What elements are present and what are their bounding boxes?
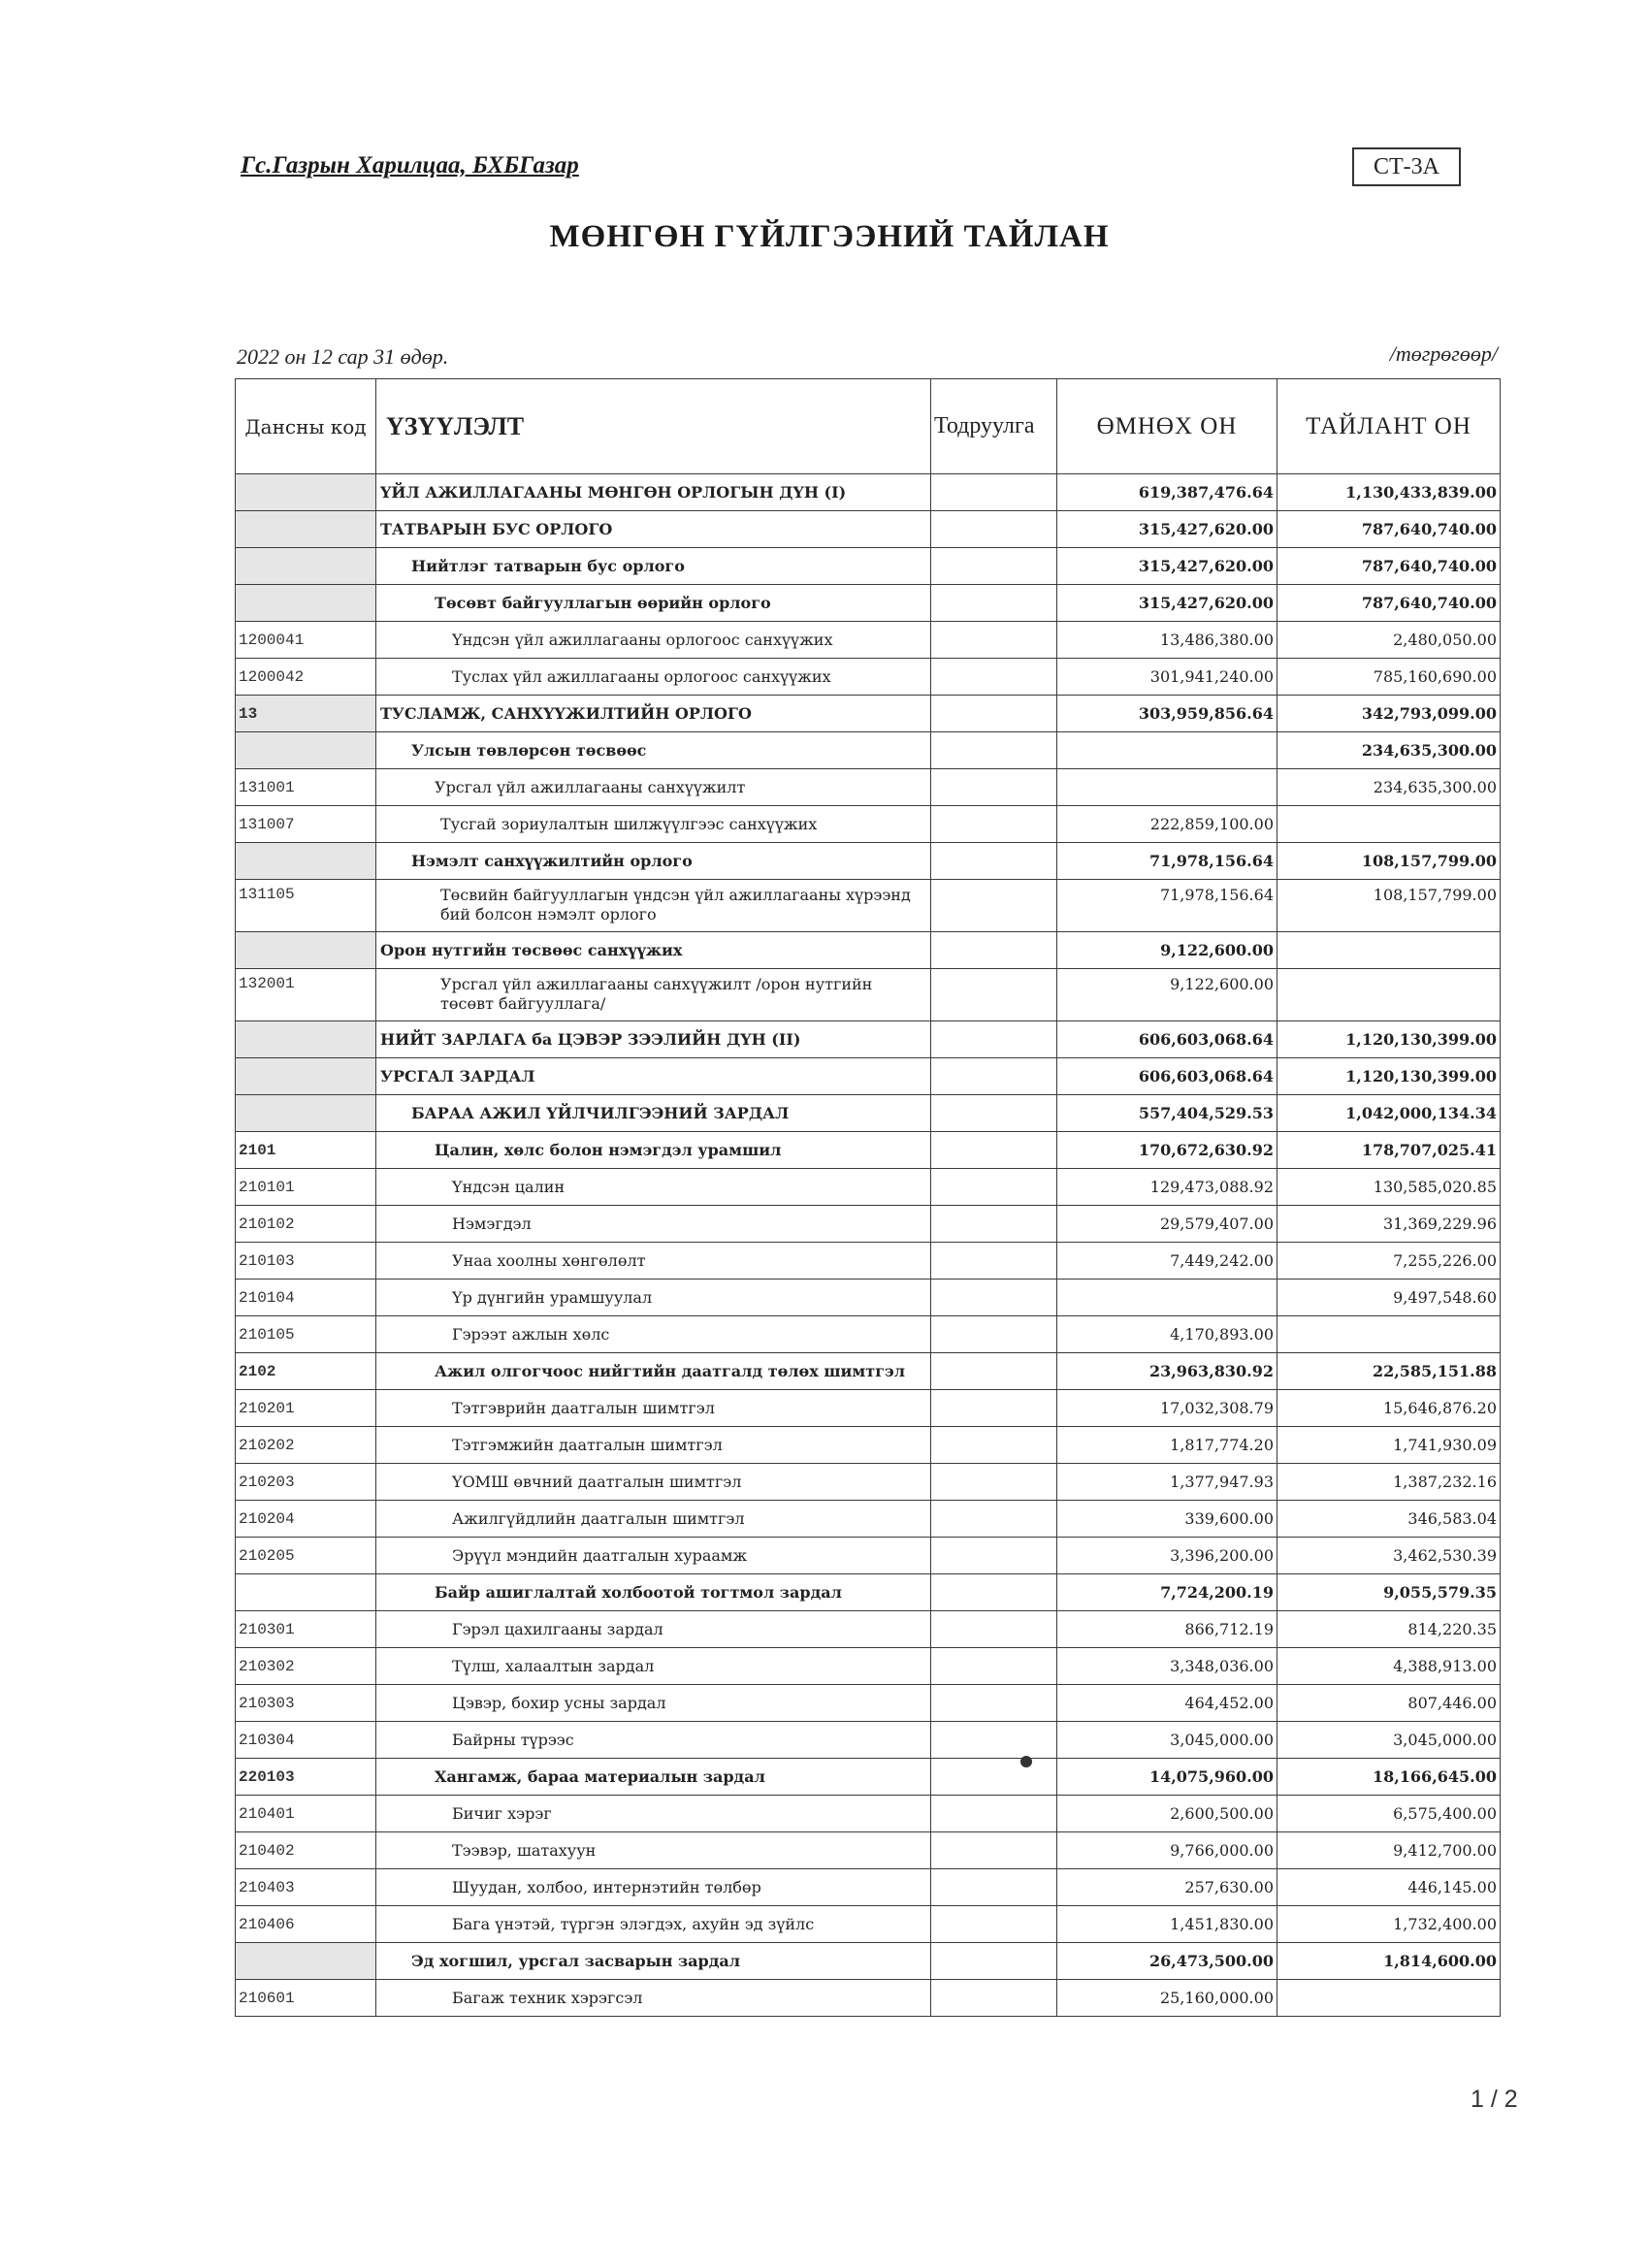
row-label: Үр дүнгийн урамшуулал	[376, 1280, 931, 1316]
note-cell	[931, 1611, 1057, 1648]
account-code: 210105	[236, 1316, 376, 1353]
current-year-value: 9,497,548.60	[1277, 1280, 1501, 1316]
current-year-value: 9,412,700.00	[1277, 1832, 1501, 1869]
table-row	[236, 1759, 1501, 1796]
row-label: Орон нутгийн төсвөөс санхүүжих	[376, 932, 931, 969]
table-row	[236, 1722, 1501, 1759]
current-year-value: 787,640,740.00	[1277, 511, 1501, 548]
account-code: 131105	[236, 880, 376, 932]
account-code: 210205	[236, 1538, 376, 1574]
account-code: 210203	[236, 1464, 376, 1501]
cash-flow-table	[235, 378, 1501, 2017]
row-label: Туслах үйл ажиллагааны орлогоос санхүүжих	[376, 659, 931, 696]
account-code	[236, 1021, 376, 1058]
table-row	[236, 1243, 1501, 1280]
note-cell	[931, 1427, 1057, 1464]
note-cell	[931, 1464, 1057, 1501]
note-cell	[931, 659, 1057, 696]
current-year-value: 1,732,400.00	[1277, 1906, 1501, 1943]
account-code: 2102	[236, 1353, 376, 1390]
account-code: 210601	[236, 1980, 376, 2017]
note-cell	[931, 585, 1057, 622]
row-label: УРСГАЛ ЗАРДАЛ	[376, 1058, 931, 1095]
account-code: 1200041	[236, 622, 376, 659]
row-label: Нийтлэг татварын бус орлого	[376, 548, 931, 585]
row-label: БАРАА АЖИЛ ҮЙЛЧИЛГЭЭНИЙ ЗАРДАЛ	[376, 1095, 931, 1132]
prev-year-value: 170,672,630.92	[1057, 1132, 1277, 1169]
prev-year-value: 606,603,068.64	[1057, 1058, 1277, 1095]
note-cell	[931, 622, 1057, 659]
currency-unit: /төгрөгөөр/	[1389, 341, 1498, 366]
current-year-value	[1277, 932, 1501, 969]
row-label: Гэрэл цахилгааны зардал	[376, 1611, 931, 1648]
note-cell	[931, 1316, 1057, 1353]
table-row	[236, 1353, 1501, 1390]
row-label: Бичиг хэрэг	[376, 1796, 931, 1832]
prev-year-value: 3,396,200.00	[1057, 1538, 1277, 1574]
row-label: Түлш, халаалтын зардал	[376, 1648, 931, 1685]
current-year-value: 446,145.00	[1277, 1869, 1501, 1906]
table-row	[236, 622, 1501, 659]
current-year-value: 342,793,099.00	[1277, 696, 1501, 732]
note-cell	[931, 1095, 1057, 1132]
row-label: Гэрээт ажлын хөлс	[376, 1316, 931, 1353]
row-label: Нэмэлт санхүүжилтийн орлого	[376, 843, 931, 880]
note-cell	[931, 1906, 1057, 1943]
note-cell	[931, 769, 1057, 806]
account-code	[236, 1095, 376, 1132]
table-row	[236, 932, 1501, 969]
account-code: 210104	[236, 1280, 376, 1316]
row-label: Нэмэгдэл	[376, 1206, 931, 1243]
account-code: 210204	[236, 1501, 376, 1538]
note-cell	[931, 511, 1057, 548]
account-code	[236, 474, 376, 511]
row-label: Тусгай зориулалтын шилжүүлгээс санхүүжих	[376, 806, 931, 843]
note-cell	[931, 1501, 1057, 1538]
account-code: 210403	[236, 1869, 376, 1906]
current-year-value: 787,640,740.00	[1277, 585, 1501, 622]
note-cell	[931, 1759, 1057, 1796]
table-row	[236, 511, 1501, 548]
table-row	[236, 1943, 1501, 1980]
row-label: Шуудан, холбоо, интернэтийн төлбөр	[376, 1869, 931, 1906]
row-label: ҮЙЛ АЖИЛЛАГААНЫ МӨНГӨН ОРЛОГЫН ДҮН (I)	[376, 474, 931, 511]
table-row	[236, 696, 1501, 732]
organization-name: Гс.Газрын Харилцаа, БХБГазар	[241, 152, 579, 178]
current-year-value: 234,635,300.00	[1277, 769, 1501, 806]
row-label: ТУСЛАМЖ, САНХҮҮЖИЛТИЙН ОРЛОГО	[376, 696, 931, 732]
table-row	[236, 1316, 1501, 1353]
current-year-value: 807,446.00	[1277, 1685, 1501, 1722]
note-cell	[931, 1058, 1057, 1095]
note-cell	[931, 969, 1057, 1021]
account-code: 210406	[236, 1906, 376, 1943]
row-label: ТАТВАРЫН БУС ОРЛОГО	[376, 511, 931, 548]
table-row	[236, 1095, 1501, 1132]
prev-year-value: 315,427,620.00	[1057, 548, 1277, 585]
current-year-value	[1277, 1980, 1501, 2017]
table-row	[236, 1390, 1501, 1427]
row-label: Ажил олгогчоос нийгтийн даатгалд төлөх шимтгэл	[376, 1353, 931, 1390]
column-header-prev-year: ӨМНӨХ ОН	[1057, 379, 1277, 474]
current-year-value: 234,635,300.00	[1277, 732, 1501, 769]
note-cell	[931, 696, 1057, 732]
note-cell	[931, 843, 1057, 880]
note-cell	[931, 1132, 1057, 1169]
row-label: Цалин, хөлс болон нэмэгдэл урамшил	[376, 1132, 931, 1169]
account-code: 210303	[236, 1685, 376, 1722]
row-label: Тэтгэврийн даатгалын шимтгэл	[376, 1390, 931, 1427]
table-row	[236, 1427, 1501, 1464]
table-row	[236, 1538, 1501, 1574]
note-cell	[931, 1648, 1057, 1685]
current-year-value: 2,480,050.00	[1277, 622, 1501, 659]
account-code	[236, 1058, 376, 1095]
prev-year-value: 1,451,830.00	[1057, 1906, 1277, 1943]
row-label: Ажилгүйдлийн даатгалын шимтгэл	[376, 1501, 931, 1538]
prev-year-value: 13,486,380.00	[1057, 622, 1277, 659]
prev-year-value: 17,032,308.79	[1057, 1390, 1277, 1427]
note-cell	[931, 548, 1057, 585]
row-label: Цэвэр, бохир усны зардал	[376, 1685, 931, 1722]
current-year-value: 785,160,690.00	[1277, 659, 1501, 696]
row-label: Эрүүл мэндийн даатгалын хураамж	[376, 1538, 931, 1574]
current-year-value: 3,045,000.00	[1277, 1722, 1501, 1759]
row-label: Эд хогшил, урсгал засварын зардал	[376, 1943, 931, 1980]
row-label: Байрны түрээс	[376, 1722, 931, 1759]
column-header-current-year: ТАЙЛАНТ ОН	[1277, 379, 1501, 474]
current-year-value: 1,130,433,839.00	[1277, 474, 1501, 511]
account-code: 13	[236, 696, 376, 732]
table-row	[236, 1685, 1501, 1722]
table-row	[236, 585, 1501, 622]
table-row	[236, 1574, 1501, 1611]
note-cell	[931, 1869, 1057, 1906]
account-code: 132001	[236, 969, 376, 1021]
prev-year-value: 9,766,000.00	[1057, 1832, 1277, 1869]
prev-year-value: 4,170,893.00	[1057, 1316, 1277, 1353]
prev-year-value: 315,427,620.00	[1057, 585, 1277, 622]
account-code	[236, 1574, 376, 1611]
account-code	[236, 932, 376, 969]
prev-year-value: 9,122,600.00	[1057, 969, 1277, 1021]
table-row	[236, 1501, 1501, 1538]
prev-year-value: 1,377,947.93	[1057, 1464, 1277, 1501]
row-label: Төсвийн байгууллагын үндсэн үйл ажиллагааны хүрээнд бий болсон нэмэлт орлого	[376, 880, 931, 932]
account-code: 210302	[236, 1648, 376, 1685]
account-code: 210101	[236, 1169, 376, 1206]
prev-year-value	[1057, 769, 1277, 806]
prev-year-value: 464,452.00	[1057, 1685, 1277, 1722]
row-label: Байр ашиглалтай холбоотой тогтмол зардал	[376, 1574, 931, 1611]
current-year-value: 178,707,025.41	[1277, 1132, 1501, 1169]
row-label: Улсын төвлөрсөн төсвөөс	[376, 732, 931, 769]
row-label: Багаж техник хэрэгсэл	[376, 1980, 931, 2017]
current-year-value	[1277, 1316, 1501, 1353]
prev-year-value: 29,579,407.00	[1057, 1206, 1277, 1243]
account-code: 210301	[236, 1611, 376, 1648]
prev-year-value: 23,963,830.92	[1057, 1353, 1277, 1390]
column-header-code: Дансны код	[236, 379, 376, 474]
account-code	[236, 1943, 376, 1980]
row-label: Урсгал үйл ажиллагааны санхүүжилт /орон нутгийн төсөвт байгууллага/	[376, 969, 931, 1021]
table-row	[236, 969, 1501, 1021]
note-cell	[931, 1021, 1057, 1058]
current-year-value: 346,583.04	[1277, 1501, 1501, 1538]
note-cell	[931, 1980, 1057, 2017]
prev-year-value: 866,712.19	[1057, 1611, 1277, 1648]
prev-year-value: 557,404,529.53	[1057, 1095, 1277, 1132]
prev-year-value: 3,348,036.00	[1057, 1648, 1277, 1685]
prev-year-value: 26,473,500.00	[1057, 1943, 1277, 1980]
table-row	[236, 1464, 1501, 1501]
current-year-value	[1277, 806, 1501, 843]
table-row	[236, 1980, 1501, 2017]
column-header-name: ҮЗҮҮЛЭЛТ	[376, 379, 931, 474]
table-row	[236, 1280, 1501, 1316]
account-code: 210201	[236, 1390, 376, 1427]
account-code	[236, 585, 376, 622]
note-cell	[931, 1169, 1057, 1206]
account-code	[236, 548, 376, 585]
current-year-value: 31,369,229.96	[1277, 1206, 1501, 1243]
table-row	[236, 1611, 1501, 1648]
row-label: Унаа хоолны хөнгөлөлт	[376, 1243, 931, 1280]
table-row	[236, 1169, 1501, 1206]
prev-year-value: 257,630.00	[1057, 1869, 1277, 1906]
prev-year-value: 7,724,200.19	[1057, 1574, 1277, 1611]
current-year-value: 1,814,600.00	[1277, 1943, 1501, 1980]
note-cell	[931, 880, 1057, 932]
note-cell	[931, 1574, 1057, 1611]
table-row	[236, 1796, 1501, 1832]
prev-year-value: 71,978,156.64	[1057, 880, 1277, 932]
account-code: 1200042	[236, 659, 376, 696]
account-code: 210402	[236, 1832, 376, 1869]
table-row	[236, 806, 1501, 843]
table-row	[236, 1206, 1501, 1243]
note-cell	[931, 1353, 1057, 1390]
current-year-value: 814,220.35	[1277, 1611, 1501, 1648]
current-year-value: 4,388,913.00	[1277, 1648, 1501, 1685]
table-row	[236, 1021, 1501, 1058]
note-cell	[931, 1206, 1057, 1243]
account-code	[236, 732, 376, 769]
current-year-value: 1,741,930.09	[1277, 1427, 1501, 1464]
prev-year-value: 619,387,476.64	[1057, 474, 1277, 511]
note-cell	[931, 1832, 1057, 1869]
prev-year-value: 14,075,960.00	[1057, 1759, 1277, 1796]
prev-year-value: 303,959,856.64	[1057, 696, 1277, 732]
table-row	[236, 1132, 1501, 1169]
account-code: 210102	[236, 1206, 376, 1243]
current-year-value: 787,640,740.00	[1277, 548, 1501, 585]
row-label: Урсгал үйл ажиллагааны санхүүжилт	[376, 769, 931, 806]
row-label: Хангамж, бараа материалын зардал	[376, 1759, 931, 1796]
table-row	[236, 1832, 1501, 1869]
table-row	[236, 659, 1501, 696]
account-code: 210401	[236, 1796, 376, 1832]
current-year-value	[1277, 969, 1501, 1021]
prev-year-value	[1057, 732, 1277, 769]
row-label: Үндсэн үйл ажиллагааны орлогоос санхүүжих	[376, 622, 931, 659]
note-cell	[931, 1796, 1057, 1832]
account-code	[236, 843, 376, 880]
current-year-value: 15,646,876.20	[1277, 1390, 1501, 1427]
current-year-value: 1,120,130,399.00	[1277, 1058, 1501, 1095]
note-cell	[931, 474, 1057, 511]
account-code: 210103	[236, 1243, 376, 1280]
current-year-value: 1,120,130,399.00	[1277, 1021, 1501, 1058]
table-row	[236, 1058, 1501, 1095]
prev-year-value: 129,473,088.92	[1057, 1169, 1277, 1206]
current-year-value: 108,157,799.00	[1277, 880, 1501, 932]
current-year-value: 108,157,799.00	[1277, 843, 1501, 880]
note-cell	[931, 1280, 1057, 1316]
current-year-value: 7,255,226.00	[1277, 1243, 1501, 1280]
note-cell	[931, 732, 1057, 769]
prev-year-value: 2,600,500.00	[1057, 1796, 1277, 1832]
prev-year-value: 7,449,242.00	[1057, 1243, 1277, 1280]
account-code: 2101	[236, 1132, 376, 1169]
prev-year-value: 3,045,000.00	[1057, 1722, 1277, 1759]
prev-year-value: 606,603,068.64	[1057, 1021, 1277, 1058]
prev-year-value: 315,427,620.00	[1057, 511, 1277, 548]
current-year-value: 9,055,579.35	[1277, 1574, 1501, 1611]
note-cell	[931, 932, 1057, 969]
note-cell	[931, 1390, 1057, 1427]
account-code	[236, 511, 376, 548]
note-cell	[931, 1943, 1057, 1980]
column-header-note: Тодруулга	[931, 379, 1057, 474]
prev-year-value: 301,941,240.00	[1057, 659, 1277, 696]
row-label: Бага үнэтэй, түргэн элэгдэх, ахуйн эд зүйлс	[376, 1906, 931, 1943]
prev-year-value: 1,817,774.20	[1057, 1427, 1277, 1464]
prev-year-value: 25,160,000.00	[1057, 1980, 1277, 2017]
row-label: Үндсэн цалин	[376, 1169, 931, 1206]
prev-year-value: 222,859,100.00	[1057, 806, 1277, 843]
report-title: МӨНГӨН ГҮЙЛГЭЭНИЙ ТАЙЛАН	[549, 219, 1110, 254]
account-code: 131007	[236, 806, 376, 843]
table-row	[236, 769, 1501, 806]
table-row	[236, 843, 1501, 880]
table-row	[236, 732, 1501, 769]
note-cell	[931, 1538, 1057, 1574]
table-row	[236, 880, 1501, 932]
prev-year-value: 71,978,156.64	[1057, 843, 1277, 880]
account-code: 131001	[236, 769, 376, 806]
prev-year-value: 339,600.00	[1057, 1501, 1277, 1538]
table-row	[236, 1648, 1501, 1685]
note-cell	[931, 1243, 1057, 1280]
current-year-value: 1,042,000,134.34	[1277, 1095, 1501, 1132]
current-year-value: 22,585,151.88	[1277, 1353, 1501, 1390]
form-code-box: СТ-3А	[1352, 147, 1461, 186]
row-label: Төсөвт байгууллагын өөрийн орлого	[376, 585, 931, 622]
report-date: 2022 он 12 сар 31 өдөр.	[237, 344, 449, 369]
account-code: 220103	[236, 1759, 376, 1796]
ink-dot	[1020, 1756, 1032, 1767]
note-cell	[931, 806, 1057, 843]
prev-year-value	[1057, 1280, 1277, 1316]
prev-year-value: 9,122,600.00	[1057, 932, 1277, 969]
table-row	[236, 1906, 1501, 1943]
row-label: НИЙТ ЗАРЛАГА ба ЦЭВЭР ЗЭЭЛИЙН ДҮН (II)	[376, 1021, 931, 1058]
current-year-value: 18,166,645.00	[1277, 1759, 1501, 1796]
table-header-row	[236, 379, 1501, 474]
page-number: 1 / 2	[1471, 2086, 1518, 2113]
current-year-value: 3,462,530.39	[1277, 1538, 1501, 1574]
current-year-value: 1,387,232.16	[1277, 1464, 1501, 1501]
table-row	[236, 548, 1501, 585]
table-row	[236, 474, 1501, 511]
row-label: ҮОМШ өвчний даатгалын шимтгэл	[376, 1464, 931, 1501]
current-year-value: 6,575,400.00	[1277, 1796, 1501, 1832]
table-row	[236, 1869, 1501, 1906]
current-year-value: 130,585,020.85	[1277, 1169, 1501, 1206]
row-label: Тэтгэмжийн даатгалын шимтгэл	[376, 1427, 931, 1464]
row-label: Тээвэр, шатахуун	[376, 1832, 931, 1869]
note-cell	[931, 1722, 1057, 1759]
note-cell	[931, 1685, 1057, 1722]
account-code: 210202	[236, 1427, 376, 1464]
account-code: 210304	[236, 1722, 376, 1759]
